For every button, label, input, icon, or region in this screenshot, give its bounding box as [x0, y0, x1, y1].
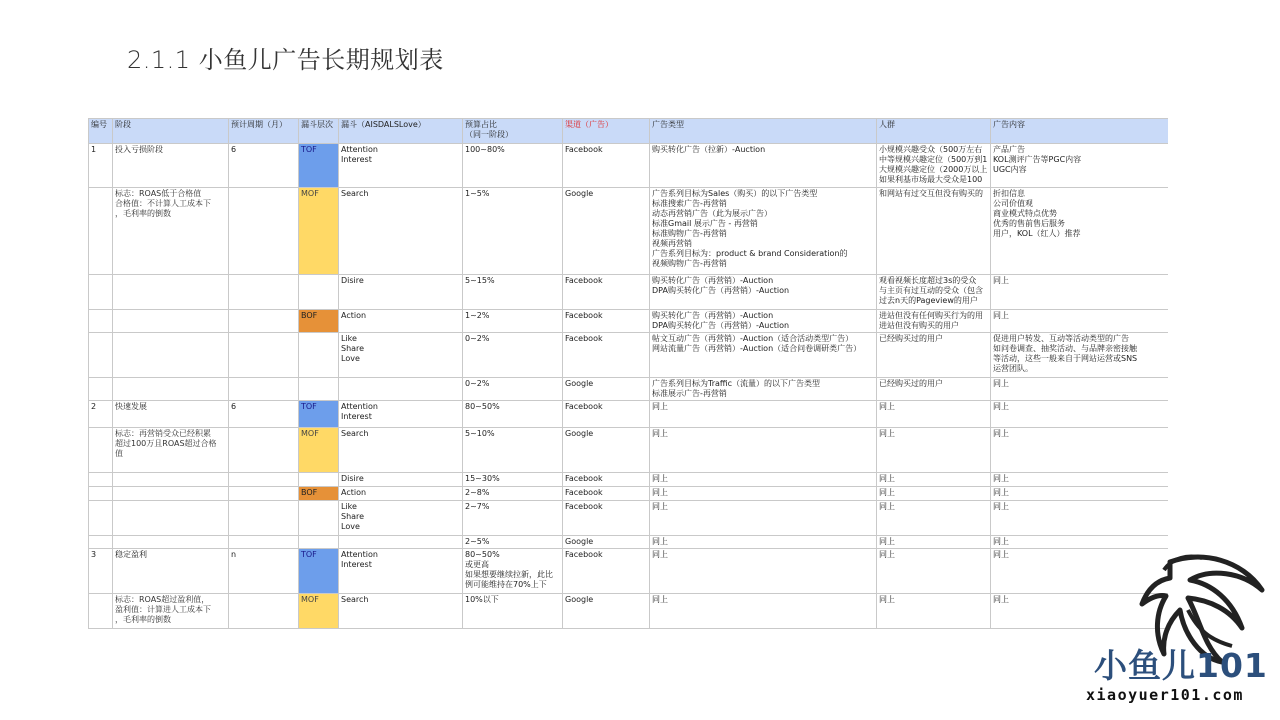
table-cell: 同上: [877, 401, 991, 428]
table-cell: Disire: [339, 473, 463, 487]
column-header: 渠道（广告）: [563, 119, 650, 144]
header-row: [89, 119, 1169, 144]
table-cell: [299, 333, 339, 378]
table-row: [89, 536, 1169, 549]
table-cell: TOF: [299, 401, 339, 428]
table-cell: 5~10%: [463, 428, 563, 473]
table-cell: [113, 275, 229, 310]
table-cell: 同上: [877, 536, 991, 549]
table-cell: 同上: [650, 487, 877, 501]
table-cell: 同上: [877, 549, 991, 594]
table-cell: 15~30%: [463, 473, 563, 487]
table-cell: 2~5%: [463, 536, 563, 549]
table-cell: MOF: [299, 428, 339, 473]
table-cell: 同上: [991, 536, 1169, 549]
table-cell: 同上: [650, 536, 877, 549]
table-cell: [113, 378, 229, 401]
table-cell: Search: [339, 188, 463, 275]
page-title: 2.1.1 小鱼儿广告长期规划表: [127, 46, 444, 74]
logo-brand: 小鱼儿101: [1094, 646, 1268, 685]
table-cell: [229, 310, 299, 333]
table-cell: 购买转化广告（再营销）-Auction DPA购买转化广告（再营销）-Auction: [650, 275, 877, 310]
table-cell: Attention Interest: [339, 144, 463, 188]
table-cell: [113, 487, 229, 501]
table-cell: [89, 473, 113, 487]
table-cell: [89, 310, 113, 333]
table-cell: [299, 536, 339, 549]
table-cell: 和网站有过交互但没有购买的: [877, 188, 991, 275]
table-cell: [229, 536, 299, 549]
table-cell: [89, 428, 113, 473]
table-cell: 折扣信息 公司价值观 商业模式特点优势 优秀的售前售后服务 用户，KOL（红人）推荐: [991, 188, 1169, 275]
table-cell: 观看视频长度超过3s的受众 与主页有过互动的受众（包含 过去n天的Pageview的用户: [877, 275, 991, 310]
table-cell: Facebook: [563, 144, 650, 188]
table-cell: 10%以下: [463, 594, 563, 629]
table-cell: 6: [229, 401, 299, 428]
table-cell: [113, 310, 229, 333]
table-cell: 同上: [650, 401, 877, 428]
table-cell: [229, 428, 299, 473]
column-header: 漏斗层次: [299, 119, 339, 144]
table-cell: [299, 473, 339, 487]
table-cell: 帖文互动广告（再营销）-Auction（适合活动类型广告） 网站流量广告（再营销）-Auction（适合问卷调研类广告）: [650, 333, 877, 378]
table-cell: [113, 501, 229, 536]
table-cell: [89, 487, 113, 501]
table-cell: 2: [89, 401, 113, 428]
table-cell: Google: [563, 378, 650, 401]
table-cell: Google: [563, 594, 650, 629]
table-cell: 同上: [877, 501, 991, 536]
table-cell: 标志：ROAS超过盈利值， 盈利值：计算进人工成本下 ，毛利率的倒数: [113, 594, 229, 629]
table-cell: 2~8%: [463, 487, 563, 501]
table-cell: Action: [339, 310, 463, 333]
table-cell: Facebook: [563, 501, 650, 536]
table-cell: [229, 473, 299, 487]
table-cell: [89, 188, 113, 275]
table-cell: 标志：ROAS低于合格值 合格值：不计算人工成本下 ，毛利率的倒数: [113, 188, 229, 275]
table-row: [89, 275, 1169, 310]
table-cell: BOF: [299, 310, 339, 333]
table-cell: [339, 536, 463, 549]
table-cell: [89, 594, 113, 629]
table-cell: [113, 536, 229, 549]
column-header: 漏斗（AISDALSLove）: [339, 119, 463, 144]
table-cell: Like Share Love: [339, 501, 463, 536]
table-cell: [229, 594, 299, 629]
table-cell: [113, 473, 229, 487]
table-cell: [299, 378, 339, 401]
table-cell: [299, 501, 339, 536]
table-cell: 快速发展: [113, 401, 229, 428]
column-header: 阶段: [113, 119, 229, 144]
table-row: [89, 310, 1169, 333]
table-cell: [89, 378, 113, 401]
table-row: [89, 144, 1169, 188]
table-cell: 0~2%: [463, 378, 563, 401]
table-cell: Facebook: [563, 401, 650, 428]
table-cell: Search: [339, 428, 463, 473]
table-cell: 同上: [991, 401, 1169, 428]
table-row: [89, 487, 1169, 501]
table-cell: 同上: [877, 473, 991, 487]
table-cell: 同上: [877, 487, 991, 501]
table-cell: 投入亏损阶段: [113, 144, 229, 188]
table-cell: 购买转化广告（拉新）-Auction: [650, 144, 877, 188]
table-cell: 5~15%: [463, 275, 563, 310]
table-row: [89, 188, 1169, 275]
table-cell: Facebook: [563, 333, 650, 378]
table-cell: 广告系列目标为Sales（购买）的以下广告类型 标准搜索广告-再营销 动态再营销广告（此为展示广告） 标准Gmail 展示广告 - 再营销 标准购物广告-再营销 视频再营销 广告系列目标为：product & brand Consideration的 视频购物广告-再营销: [650, 188, 877, 275]
table-row: [89, 549, 1169, 594]
table-cell: 同上: [650, 594, 877, 629]
table-cell: 0~2%: [463, 333, 563, 378]
column-header: 广告类型: [650, 119, 877, 144]
table-cell: [113, 333, 229, 378]
table-cell: TOF: [299, 549, 339, 594]
table-cell: 同上: [991, 275, 1169, 310]
table-cell: 1~5%: [463, 188, 563, 275]
table-cell: 同上: [650, 501, 877, 536]
table-cell: 小规模兴趣受众（500万左右 中等规模兴趣定位（500万到1 大规模兴趣定位（2000万以上 如果利基市场最大受众是100: [877, 144, 991, 188]
table-cell: Attention Interest: [339, 401, 463, 428]
table-row: [89, 473, 1169, 487]
table-cell: 产品广告 KOL测评广告等PGC内容 UGC内容: [991, 144, 1169, 188]
table-cell: [89, 501, 113, 536]
table-cell: [229, 275, 299, 310]
table-cell: 标志：再营销受众已经积累 超过100万且ROAS超过合格 值: [113, 428, 229, 473]
logo-url: xiaoyuer101.com: [1086, 686, 1244, 704]
table-cell: 80~50% 或更高 如果想要继续拉新，此比 例可能维持在70%上下: [463, 549, 563, 594]
table-cell: 同上: [991, 473, 1169, 487]
table-row: [89, 501, 1169, 536]
spreadsheet: [88, 118, 1168, 630]
table-cell: Facebook: [563, 473, 650, 487]
table-cell: Facebook: [563, 275, 650, 310]
table-cell: n: [229, 549, 299, 594]
table-cell: Disire: [339, 275, 463, 310]
table-cell: Google: [563, 536, 650, 549]
table-cell: 1~2%: [463, 310, 563, 333]
table-cell: 6: [229, 144, 299, 188]
table-cell: MOF: [299, 188, 339, 275]
table-cell: 同上: [650, 549, 877, 594]
table-cell: Google: [563, 428, 650, 473]
column-header: 人群: [877, 119, 991, 144]
table-cell: 同上: [991, 549, 1169, 594]
column-header: 预计周期（月）: [229, 119, 299, 144]
table-cell: 同上: [650, 428, 877, 473]
table-cell: 稳定盈利: [113, 549, 229, 594]
table-cell: TOF: [299, 144, 339, 188]
table-cell: [229, 501, 299, 536]
table-cell: [229, 378, 299, 401]
table-cell: 同上: [991, 310, 1169, 333]
table-cell: 同上: [877, 428, 991, 473]
table-cell: Facebook: [563, 549, 650, 594]
column-header: 编号: [89, 119, 113, 144]
table-cell: 100~80%: [463, 144, 563, 188]
table-cell: Like Share Love: [339, 333, 463, 378]
table-cell: Google: [563, 188, 650, 275]
table-cell: 已经购买过的用户: [877, 333, 991, 378]
table-cell: 促进用户转发、互动等活动类型的广告 如问卷调查、抽奖活动、与品牌亲密接触 等活动，这些一般来自于网站运营或SNS 运营团队。: [991, 333, 1169, 378]
table-cell: [89, 275, 113, 310]
table-row: [89, 333, 1169, 378]
table-cell: 同上: [991, 428, 1169, 473]
table-cell: [229, 487, 299, 501]
table-row: [89, 594, 1169, 629]
table-cell: [89, 333, 113, 378]
table-cell: 2~7%: [463, 501, 563, 536]
table-cell: 同上: [991, 594, 1169, 629]
table-cell: 购买转化广告（再营销）-Auction DPA购买转化广告（再营销）-Auction: [650, 310, 877, 333]
table-cell: [89, 536, 113, 549]
table-cell: 同上: [991, 378, 1169, 401]
table-cell: Facebook: [563, 310, 650, 333]
column-header: 预算占比 （同一阶段）: [463, 119, 563, 144]
table-cell: [339, 378, 463, 401]
table-cell: BOF: [299, 487, 339, 501]
table-cell: [229, 333, 299, 378]
table-cell: 同上: [650, 473, 877, 487]
table-cell: Facebook: [563, 487, 650, 501]
table-cell: Search: [339, 594, 463, 629]
table-cell: 已经购买过的用户: [877, 378, 991, 401]
table-cell: [299, 275, 339, 310]
table-cell: Action: [339, 487, 463, 501]
column-header: 广告内容: [991, 119, 1169, 144]
table-cell: 同上: [991, 501, 1169, 536]
table-row: [89, 401, 1169, 428]
table-cell: 3: [89, 549, 113, 594]
table-row: [89, 378, 1169, 401]
table-cell: [229, 188, 299, 275]
table-cell: MOF: [299, 594, 339, 629]
table-cell: 广告系列目标为Traffic（流量）的以下广告类型 标准展示广告-再营销: [650, 378, 877, 401]
table-cell: 80~50%: [463, 401, 563, 428]
table-cell: 同上: [991, 487, 1169, 501]
plan-table: [88, 118, 1168, 629]
table-cell: Attention Interest: [339, 549, 463, 594]
table-cell: 同上: [877, 594, 991, 629]
table-cell: 1: [89, 144, 113, 188]
table-cell: 进站但没有任何购买行为的用 进站但没有购买的用户: [877, 310, 991, 333]
table-row: [89, 428, 1169, 473]
